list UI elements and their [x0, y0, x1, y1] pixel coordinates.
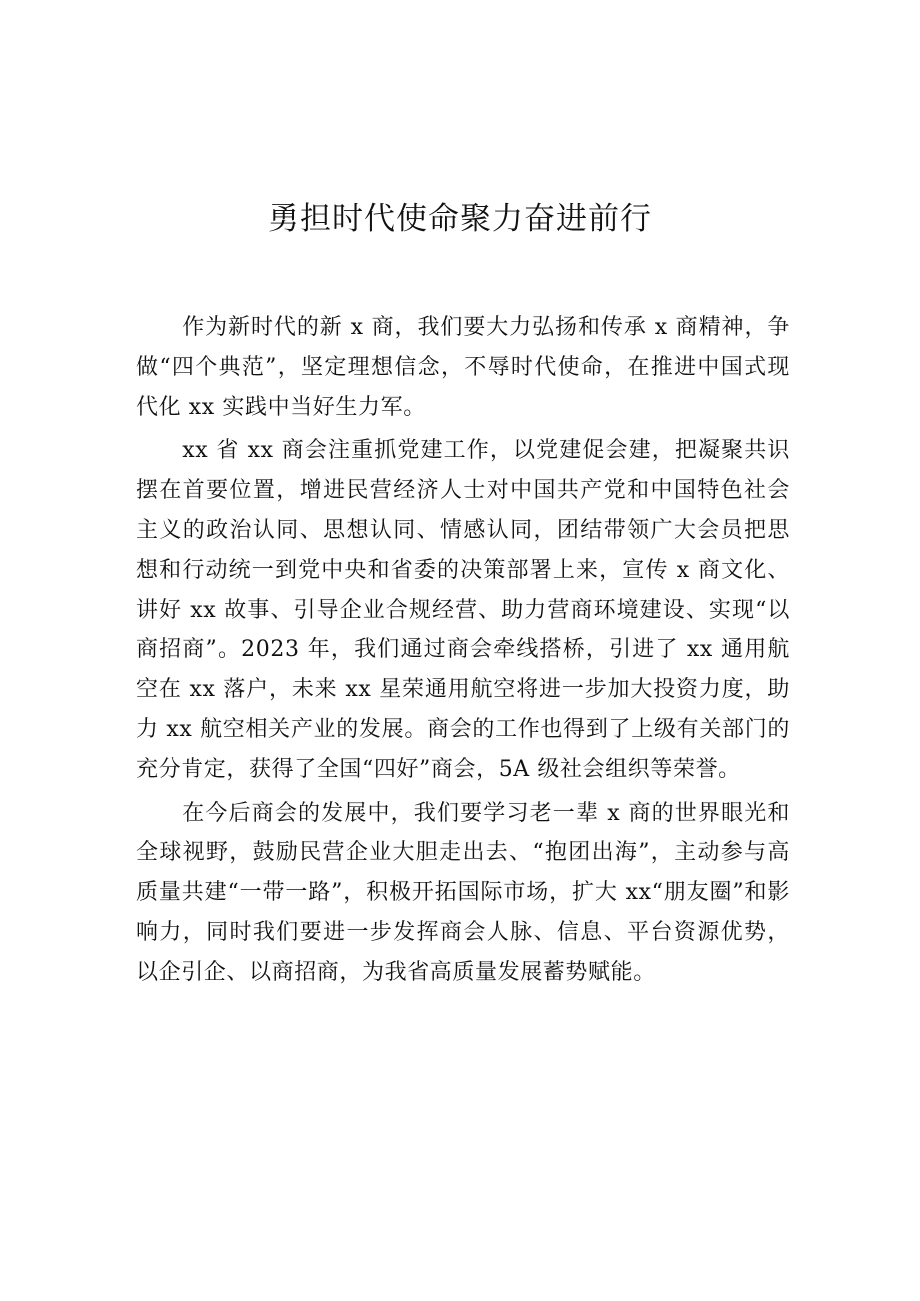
paragraph-3: 在今后商会的发展中，我们要学习老一辈 x 商的世界眼光和全球视野，鼓励民营企业大胆走出去、“抱团出海”，主动参与高质量共建“一带一路”，积极开拓国际市场，扩大 xx“朋友圈”和影响力，同时我们要进一步发挥商会人脉、信息、平台资源优势，以企引企、以商招商，为我省高质量发展蓄势赋能。	[136, 800, 790, 985]
document-title: 勇担时代使命聚力奋进前行	[268, 201, 652, 237]
document-body	[136, 308, 790, 997]
paragraph-2: xx 省 xx 商会注重抓党建工作，以党建促会建，把凝聚共识摆在首要位置，增进民营经济人士对中国共产党和中国特色社会主义的政治认同、思想认同、情感认同，团结带领广大会员把思想和行动统一到党中央和省委的决策部署上来，宣传 x 商文化、讲好 xx 故事、引导企业合规经营、助力营商环境建设、实现“以商招商”。2023 年，我们通过商会牵线搭桥，引进了 xx 通用航空在 xx 落户，未来 xx 星荣通用航空将进一步加大投资力度，助力 xx 航空相关产业的发展。商会的工作也得到了上级有关部门的充分肯定，获得了全国“四好”商会，5A 级社会组织等荣誉。	[136, 438, 790, 782]
paragraph-1: 作为新时代的新 x 商，我们要大力弘扬和传承 x 商精神，争做“四个典范”，坚定理想信念，不辱时代使命，在推进中国式现代化 xx 实践中当好生力军。	[136, 315, 790, 420]
